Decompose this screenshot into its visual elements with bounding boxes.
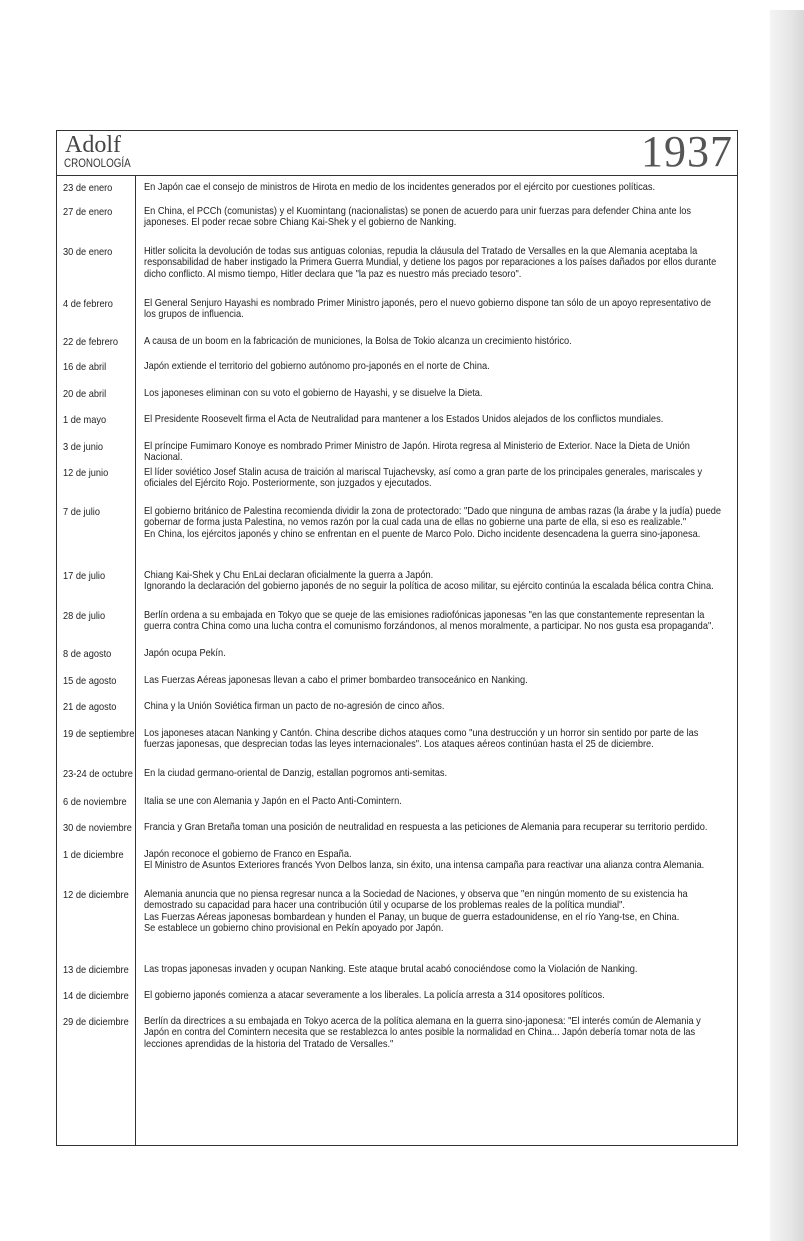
entry-date: 20 de abril	[63, 388, 107, 400]
entry-date: 23-24 de octubre	[63, 768, 133, 780]
entry-description: Las tropas japonesas invaden y ocupan Nanking. Este ataque brutal acabó conociéndose como la Violación de Nanking.	[144, 963, 638, 975]
entry-description: China y la Unión Soviética firman un pacto de no-agresión de cinco años.	[144, 700, 445, 712]
entry-description: Hitler solicita la devolución de todas sus antiguas colonias, repudia la cláusula del Tratado de Versalles en la que Alemania aceptaba la responsabilidad de haber instigado la Primera Guerra Mundial, y detiene los pagos por reparaciones a los países dañados por ellos durante dicho conflicto. Al mismo tiempo, Hitler declara que "la paz es nuestro más preciado tesoro".	[144, 245, 717, 280]
chronology-row	[57, 500, 737, 564]
chronology-row	[57, 790, 737, 816]
entry-description: A causa de un boom en la fabricación de municiones, la Bolsa de Tokio alcanza un crecimiento histórico.	[144, 335, 572, 347]
entry-date: 14 de diciembre	[63, 990, 129, 1002]
entry-description: En Japón cae el consejo de ministros de Hirota en medio de los incidentes generados por el ejército por cuestiones políticas.	[144, 181, 656, 193]
entry-description: Berlín da directrices a su embajada en Tokyo acerca de la política alemana en la guerra sino-japonesa: "El interés común de Alemania y Japón en contra del Comintern necesita que se restablezca lo antes posible la normalidad en China... Japón debería tomar nota de las lecciones aprendidas de la historia del Tratado de Versalles."	[144, 1015, 701, 1050]
chronology-row	[57, 461, 737, 500]
entry-date: 21 de agosto	[63, 701, 117, 713]
chronology-row	[57, 642, 737, 669]
entry-date: 13 de diciembre	[63, 964, 129, 976]
chronology-row	[57, 816, 737, 843]
page-edge-shadow	[770, 10, 804, 1241]
entry-description: El príncipe Fumimaro Konoye es nombrado Primer Ministro de Japón. Hirota regresa al Ministerio de Exterior. Nace la Dieta de Unión Nacional.	[144, 440, 690, 464]
entry-description: Los japoneses atacan Nanking y Cantón. China describe dichos ataques como "una destrucción y un horror sin sentido por parte de las fuerzas japonesas, que desprecian todas las leyes internacionales". Los ataques aéreos continúan hasta el 25 de diciembre.	[144, 727, 699, 751]
chronology-row	[57, 176, 737, 200]
chronology-row	[57, 240, 737, 292]
chronology-row	[57, 669, 737, 695]
chronology-row	[57, 722, 737, 762]
entry-date: 30 de noviembre	[63, 822, 132, 834]
chronology-row	[57, 408, 737, 435]
entry-description: Alemania anuncia que no piensa regresar nunca a la Sociedad de Naciones, y observa que "en ningún momento de su existencia ha demostrado su capacidad para hacer una contribución útil y ocuparse de los problemas reales de la política mundial". Las Fuerzas Aéreas japonesas bombardean y hunden el Panay, un buque de guerra estadounidense, en el río Yang-tse, en China. Se establece un gobierno chino provisional en Pekín apoyado por Japón.	[144, 888, 688, 935]
entry-description: Berlín ordena a su embajada en Tokyo que se queje de las emisiones radiofónicas japonesas "en las que constantemente representan la guerra contra China como una lucha contra el comunismo forzándonos, al menos moralmente, a participar. No nos gusta esa propaganda".	[144, 609, 714, 633]
chronology-table	[57, 176, 737, 1061]
entry-description: Japón extiende el territorio del gobierno autónomo pro-japonés en el norte de China.	[144, 360, 490, 372]
entry-description: Las Fuerzas Aéreas japonesas llevan a cabo el primer bombardeo transoceánico en Nanking.	[144, 674, 528, 686]
chronology-row	[57, 883, 737, 958]
entry-date: 1 de diciembre	[63, 849, 124, 861]
entry-date: 12 de junio	[63, 467, 109, 479]
chronology-row	[57, 435, 737, 464]
entry-description: En la ciudad germano-oriental de Danzig, estallan pogromos anti-semitas.	[144, 767, 448, 779]
entry-description: Japón ocupa Pekín.	[144, 647, 226, 659]
chronology-row	[57, 695, 737, 722]
entry-description: Chiang Kai-Shek y Chu EnLai declaran oficialmente la guerra a Japón. Ignorando la declaración del gobierno japonés de no seguir la política de acoso militar, su ejército continúa la escalada bélica contra China.	[144, 569, 714, 593]
chronology-row	[57, 292, 737, 330]
entry-date: 7 de julio	[63, 506, 100, 518]
chronology-row	[57, 355, 737, 382]
entry-date: 30 de enero	[63, 246, 113, 258]
entry-date: 27 de enero	[63, 206, 113, 218]
chronology-row	[57, 843, 737, 883]
entry-description: El líder soviético Josef Stalin acusa de traición al mariscal Tujachevsky, así como a gran parte de los principales generales, mariscales y oficiales del Ejército Rojo. Posteriormente, son juzgados y ejecutados.	[144, 466, 703, 490]
entry-date: 8 de agosto	[63, 648, 112, 660]
chronology-header	[57, 127, 737, 176]
entry-description: Italia se une con Alemania y Japón en el Pacto Anti-Comintern.	[144, 795, 402, 807]
section-subtitle: CRONOLOGÍA	[64, 156, 131, 170]
entry-date: 28 de julio	[63, 610, 106, 622]
chronology-row	[57, 1010, 737, 1061]
entry-date: 16 de abril	[63, 361, 107, 373]
entry-date: 23 de enero	[63, 182, 113, 194]
entry-date: 12 de diciembre	[63, 889, 129, 901]
entry-date: 29 de diciembre	[63, 1016, 129, 1028]
entry-date: 6 de noviembre	[63, 796, 127, 808]
chronology-row	[57, 330, 737, 355]
chronology-row	[57, 958, 737, 984]
chronology-sheet	[56, 127, 738, 1146]
entry-date: 19 de septiembre	[63, 728, 135, 740]
entry-description: El Presidente Roosevelt firma el Acta de Neutralidad para mantener a los Estados Unidos alejados de los conflictos mundiales.	[144, 413, 664, 425]
entry-description: En China, el PCCh (comunistas) y el Kuomintang (nacionalistas) se ponen de acuerdo para unir fuerzas para defender China ante los japoneses. El poder recae sobre Chiang Kai-Shek y el gobierno de Nanking.	[144, 205, 692, 229]
chronology-row	[57, 564, 737, 604]
entry-description: Japón reconoce el gobierno de Franco en España. El Ministro de Asuntos Exteriores francés Yvon Delbos lanza, sin éxito, una intensa campaña para reactivar una alianza contra Alemania.	[144, 848, 705, 872]
entry-description: El gobierno británico de Palestina recomienda dividir la zona de protectorado: "Dado que ninguna de ambas razas (la árabe y la judía) puede gobernar de forma justa Palestina, no vemos razón por la cual cada una de ellas no gobierne una parte de ella, si eso es realizable." En China, los ejércitos japonés y chino se enfrentan en el puente de Marco Polo. Dicho incidente desencadena la guerra sino-japonesa.	[144, 505, 722, 540]
entry-description: El gobierno japonés comienza a atacar severamente a los liberales. La policía arresta a 314 opositores políticos.	[144, 989, 605, 1001]
entry-date: 22 de febrero	[63, 336, 118, 348]
entry-date: 3 de junio	[63, 441, 104, 453]
entry-date: 15 de agosto	[63, 675, 117, 687]
entry-description: El General Senjuro Hayashi es nombrado Primer Ministro japonés, pero el nuevo gobierno dispone tan sólo de un apoyo representativo de los grupos de influencia.	[144, 297, 712, 321]
chronology-row	[57, 382, 737, 408]
entry-description: Los japoneses eliminan con su voto el gobierno de Hayashi, y se disuelve la Dieta.	[144, 387, 483, 399]
brand-title: Adolf	[65, 132, 121, 158]
entry-date: 4 de febrero	[63, 298, 113, 310]
entry-date: 17 de julio	[63, 570, 106, 582]
chronology-row	[57, 762, 737, 790]
entry-description: Francia y Gran Bretaña toman una posición de neutralidad en respuesta a las peticiones de Alemania para recuperar su territorio perdido.	[144, 821, 708, 833]
chronology-row	[57, 984, 737, 1010]
chronology-row	[57, 604, 737, 642]
year-title: 1937	[641, 127, 733, 176]
chronology-row	[57, 200, 737, 240]
entry-date: 1 de mayo	[63, 414, 107, 426]
